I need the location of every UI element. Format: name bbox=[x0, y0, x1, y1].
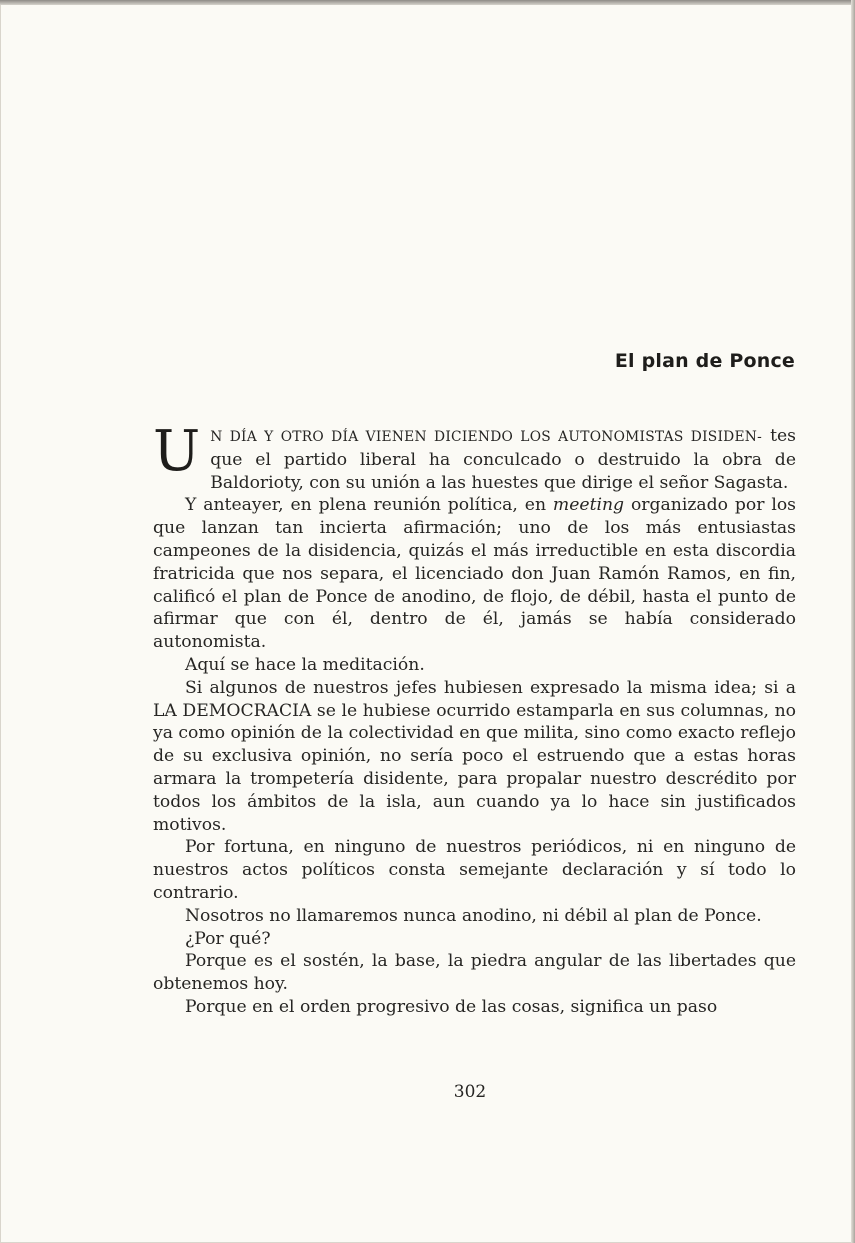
paragraph-2-end: organizado por los que lanzan tan incierta afirmación; uno de los más entusiastas campeones de la disidencia, quizás el más irreductible en esta discordia fratricida que nos separa, el licenciado don Juan Ramón Ramos, en fin, calificó el plan de Ponce de anodino, de flojo, de débil, hasta el punto de afirmar que con él, dentro de él, jamás se había considerado autonomista. bbox=[153, 495, 796, 653]
opening-small-caps: N DÍA Y OTRO DÍA VIENEN DICIENDO LOS AUTONOMISTAS DISIDEN- bbox=[210, 429, 763, 445]
drop-cap: U bbox=[153, 419, 201, 484]
paragraph-5: Por fortuna, en ninguno de nuestros periódicos, ni en ninguno de nuestros actos políticos consta semejante declaración y sí todo lo contrario. bbox=[153, 837, 796, 903]
paragraph-3: Aquí se hace la meditación. bbox=[185, 654, 425, 675]
top-edge-shadow bbox=[0, 0, 855, 5]
page-number: 302 bbox=[453, 1082, 487, 1102]
paragraph-7: ¿Por qué? bbox=[185, 928, 271, 949]
paragraph-1 bbox=[153, 419, 796, 494]
right-edge-shadow bbox=[851, 0, 855, 1243]
paragraph-2 bbox=[153, 494, 796, 654]
paragraph-8: Porque es el sostén, la base, la piedra angular de las libertades que obtenemos hoy. bbox=[153, 951, 796, 995]
paragraph-1-text: tes que el partido liberal ha conculcado o destruido la obra de Baldorioty, con su unión a las huestes que dirige el señor Sagasta. bbox=[210, 426, 796, 493]
paragraph-6: Nosotros no llamaremos nunca anodino, ni débil al plan de Ponce. bbox=[185, 905, 762, 926]
paragraph-2-start: Y anteayer, en plena reunión política, en bbox=[185, 495, 553, 516]
paragraph-9: Porque en el orden progresivo de las cosas, significa un paso bbox=[185, 996, 718, 1017]
paragraph-4: Si algunos de nuestros jefes hubiesen expresado la misma idea; si a LA DEMOCRACIA se le hubiese ocurrido estamparla en sus columnas, no ya como opinión de la colectividad en que milita, sino como exacto reflejo de su exclusiva opinión, no sería poco el estruendo que a estas horas armara la trompetería disidente, para propalar nuestro descrédito por todos los ámbitos de la isla, aun cuando ya lo hace sin justificados motivos. bbox=[153, 677, 796, 835]
article-body bbox=[153, 419, 796, 1019]
chapter-title: El plan de Ponce bbox=[614, 350, 795, 372]
italic-word: meeting bbox=[552, 495, 625, 516]
